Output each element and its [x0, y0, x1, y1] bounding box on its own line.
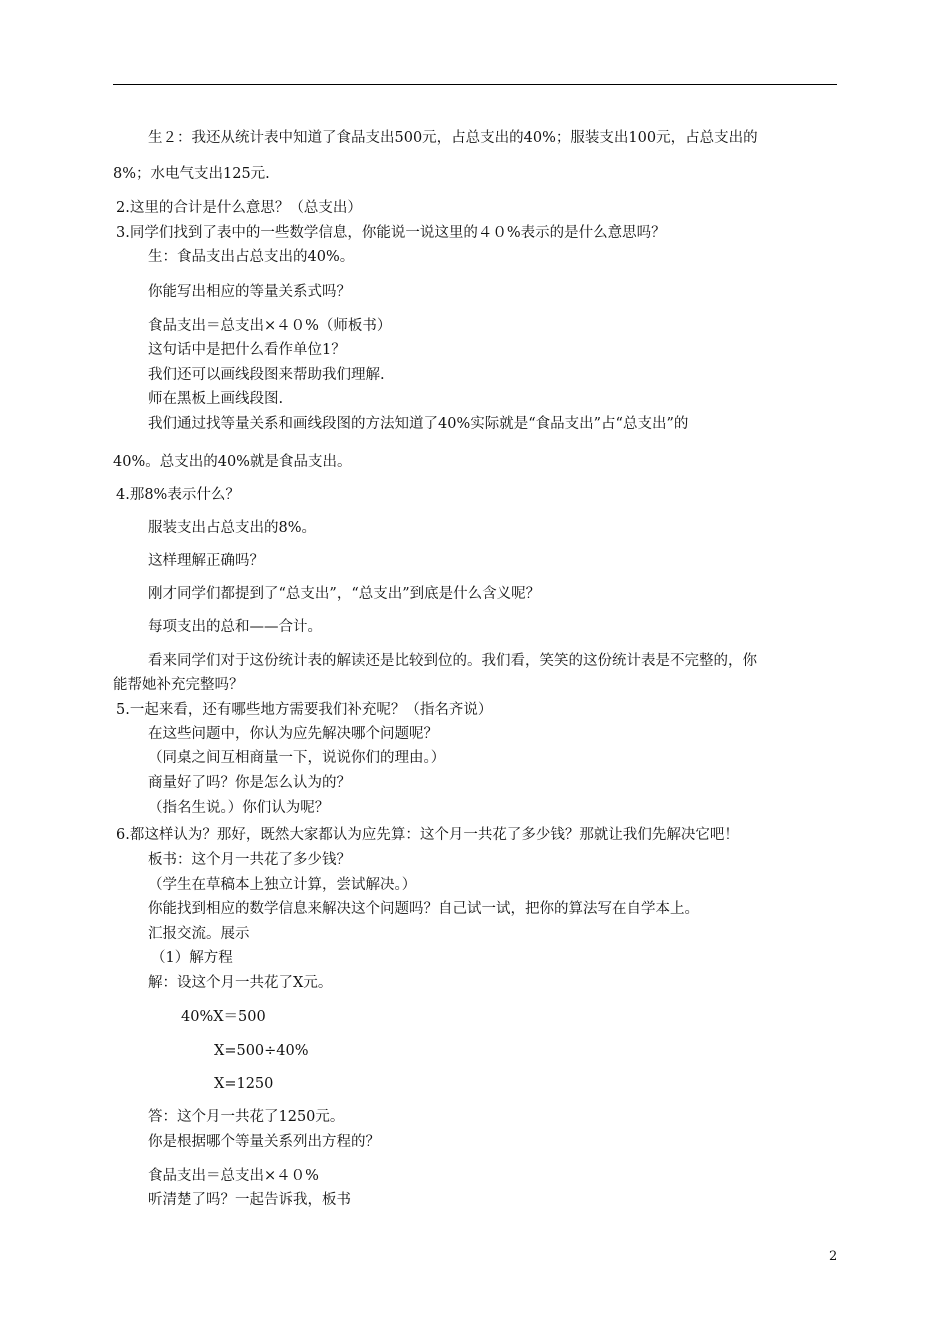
text-line: 8%；水电气支出125元.: [113, 166, 270, 182]
text-line: （同桌之间互相商量一下，说说你们的理由。）: [148, 750, 446, 766]
text-line: 生２：我还从统计表中知道了食品支出500元，占总支出的40%；服装支出100元，占总支出的: [148, 130, 758, 146]
equation-line: X=500÷40%: [214, 1043, 309, 1059]
text-line: 食品支出＝总支出×４０%: [148, 1168, 319, 1184]
equation-line: X=1250: [214, 1076, 274, 1092]
text-line: （1）解方程: [151, 950, 233, 966]
text-line: 师在黑板上画线段图.: [148, 391, 284, 407]
text-line: 服装支出占总支出的8%。: [148, 520, 317, 536]
header-rule: [113, 84, 837, 85]
text-line: 5.一起来看，还有哪些地方需要我们补充呢？（指名齐说）: [116, 702, 493, 718]
text-line: 我们还可以画线段图来帮助我们理解.: [148, 367, 385, 383]
text-line: 你能找到相应的数学信息来解决这个问题吗？自己试一试，把你的算法写在自学本上。: [148, 901, 699, 917]
text-line: 汇报交流。展示: [148, 926, 250, 942]
text-line: 2.这里的合计是什么意思？（总支出）: [116, 200, 362, 216]
text-line: 4.那8%表示什么？: [116, 487, 240, 503]
page-number: 2: [829, 1249, 838, 1264]
text-line: 这句话中是把什么看作单位1？: [148, 342, 346, 358]
text-line: 食品支出＝总支出×４０%（师板书）: [148, 318, 392, 334]
text-line: 我们通过找等量关系和画线段图的方法知道了40%实际就是“食品支出”占“总支出”的: [148, 416, 689, 432]
text-line: 答：这个月一共花了1250元。: [148, 1109, 345, 1125]
text-line: 能帮她补充完整吗？: [113, 677, 244, 693]
text-line: （指名生说。）你们认为呢？: [148, 800, 330, 816]
text-line: 你是根据哪个等量关系列出方程的？: [148, 1134, 380, 1150]
text-line: 生：食品支出占总支出的40%。: [148, 249, 355, 265]
equation-line: 40%X＝500: [181, 1009, 266, 1025]
text-line: 每项支出的总和——合计。: [148, 619, 322, 635]
text-line: 看来同学们对于这份统计表的解读还是比较到位的。我们看，笑笑的这份统计表是不完整的，你: [148, 653, 757, 669]
text-line: 这样理解正确吗？: [148, 553, 264, 569]
text-line: 刚才同学们都提到了“总支出”，“总支出”到底是什么含义呢？: [148, 586, 541, 602]
text-line: 板书：这个月一共花了多少钱？: [148, 852, 351, 868]
text-line: 40%。总支出的40%就是食品支出。: [113, 454, 352, 470]
text-line: 6.都这样认为？那好，既然大家都认为应先算：这个月一共花了多少钱？那就让我们先解决它吧！: [116, 827, 739, 843]
text-line: 听清楚了吗？一起告诉我，板书: [148, 1192, 351, 1208]
text-line: 解：设这个月一共花了X元。: [148, 975, 333, 991]
text-line: 3.同学们找到了表中的一些数学信息，你能说一说这里的４０%表示的是什么意思吗？: [116, 225, 666, 241]
text-line: 商量好了吗？你是怎么认为的？: [148, 775, 351, 791]
text-line: 你能写出相应的等量关系式吗？: [148, 284, 351, 300]
text-line: 在这些问题中，你认为应先解决哪个问题呢？: [148, 726, 438, 742]
text-line: （学生在草稿本上独立计算，尝试解决。）: [148, 877, 417, 893]
